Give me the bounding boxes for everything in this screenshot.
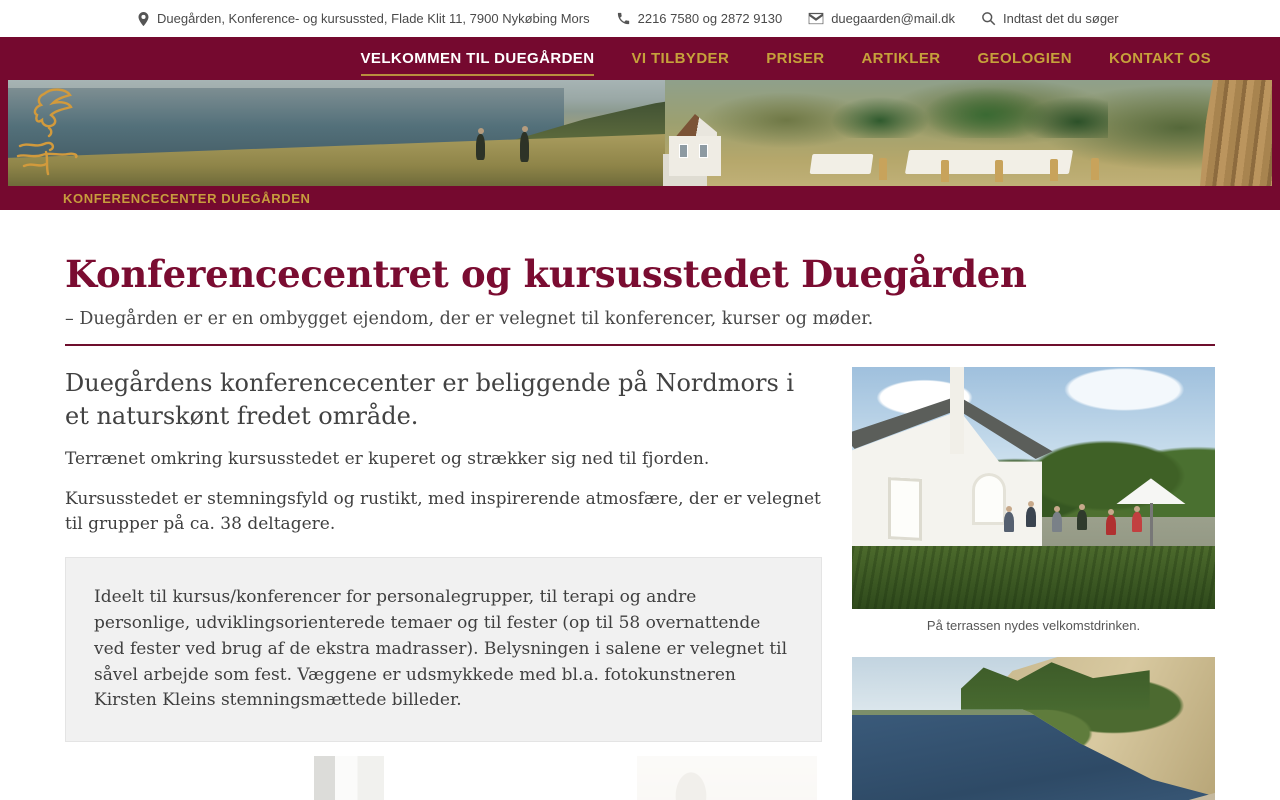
nav-item-vi-tilbyder[interactable]: VI TILBYDER (631, 50, 730, 67)
sidebar-photo-terrace (852, 367, 1215, 633)
page-title: Konferencecentret og kursusstedet Duegården (65, 252, 1027, 296)
main-content (65, 210, 1215, 800)
hero-photo (8, 80, 1272, 186)
gold-dove-logo-icon (16, 84, 84, 185)
sidebar (852, 367, 1215, 800)
phone-icon (616, 11, 631, 26)
gallery-thumbnail-1[interactable] (125, 756, 195, 800)
gallery-thumbnail-4[interactable] (637, 756, 817, 800)
content-columns (65, 367, 1215, 800)
search-icon[interactable] (981, 11, 996, 26)
nav-item-geologien[interactable]: GEOLOGIEN (977, 50, 1072, 67)
banner-person-2 (520, 132, 529, 162)
gallery-thumbnail-3[interactable] (461, 756, 614, 800)
email-item[interactable] (808, 11, 955, 26)
address-item (137, 11, 590, 27)
search-box (981, 11, 1143, 26)
gallery-thumbnail-2[interactable] (314, 756, 384, 800)
article (65, 367, 822, 800)
banner-banquet-tables (804, 136, 1145, 182)
hero-banner (0, 80, 1280, 210)
thumbnail-gallery (65, 756, 822, 800)
terrace-photo-caption: På terrassen nydes velkomstdrinken. (926, 618, 1141, 633)
search-input[interactable] (1003, 11, 1143, 26)
title-divider (65, 344, 1215, 346)
banner-ribbon (8, 186, 1272, 210)
banner-person-1 (476, 134, 485, 160)
article-paragraph-1: Terrænet omkring kursusstedet er kuperet og strækker sig ned til fjorden. (65, 449, 710, 470)
topbar (0, 0, 1280, 37)
phone-text: 2216 7580 og 2872 9130 (637, 11, 783, 26)
banner-house (659, 114, 733, 176)
envelope-icon (808, 12, 824, 25)
beach-photo (852, 657, 1215, 800)
nav-item-artikler[interactable]: ARTIKLER (861, 50, 941, 67)
nav-item-priser[interactable]: PRISER (766, 50, 825, 67)
page-subtitle: – Duegården er er en ombygget ejendom, der er velegnet til konferencer, kurser og møder. (65, 309, 874, 329)
phone-item (616, 11, 783, 26)
banner-trees (804, 80, 1107, 138)
highlight-box-text: Ideelt til kursus/konferencer for personalegrupper, til terapi og andre personlige, udviklingsorienterede temaer og til fester (op til 58 overnattende ved fester ved brug af de ekstra madrasser). Belysningen i salene er velegnet til såvel arbejde som fest. Væggene er udsmykkede med bl.a. fotokunstneren Kirsten Kleins stemningsmættede billeder. (94, 587, 788, 711)
banner-ribbon-text: KONFERENCECENTER DUEGÅRDEN (63, 190, 311, 206)
sidebar-photo-beach (852, 657, 1215, 800)
location-pin-icon (137, 11, 150, 27)
terrace-photo (852, 367, 1215, 609)
main-nav (0, 37, 1280, 80)
email-link[interactable]: duegaarden@mail.dk (831, 11, 955, 26)
article-paragraph-2: Kursusstedet er stemningsfyld og rustikt, med inspirerende atmosfære, der er velegnet til grupper på ca. 38 deltagere. (65, 488, 821, 534)
banner-cliff (1200, 80, 1272, 186)
article-heading: Duegårdens konferencecenter er beliggende på Nordmors i et naturskønt fredet område. (65, 369, 795, 430)
nav-item-kontakt-os[interactable]: KONTAKT OS (1108, 50, 1211, 67)
nav-item-velkommen[interactable]: VELKOMMEN TIL DUEGÅRDEN (360, 50, 595, 67)
address-text: Duegården, Konference- og kursussted, Flade Klit 11, 7900 Nykøbing Mors (157, 11, 590, 26)
highlight-box (65, 557, 822, 742)
